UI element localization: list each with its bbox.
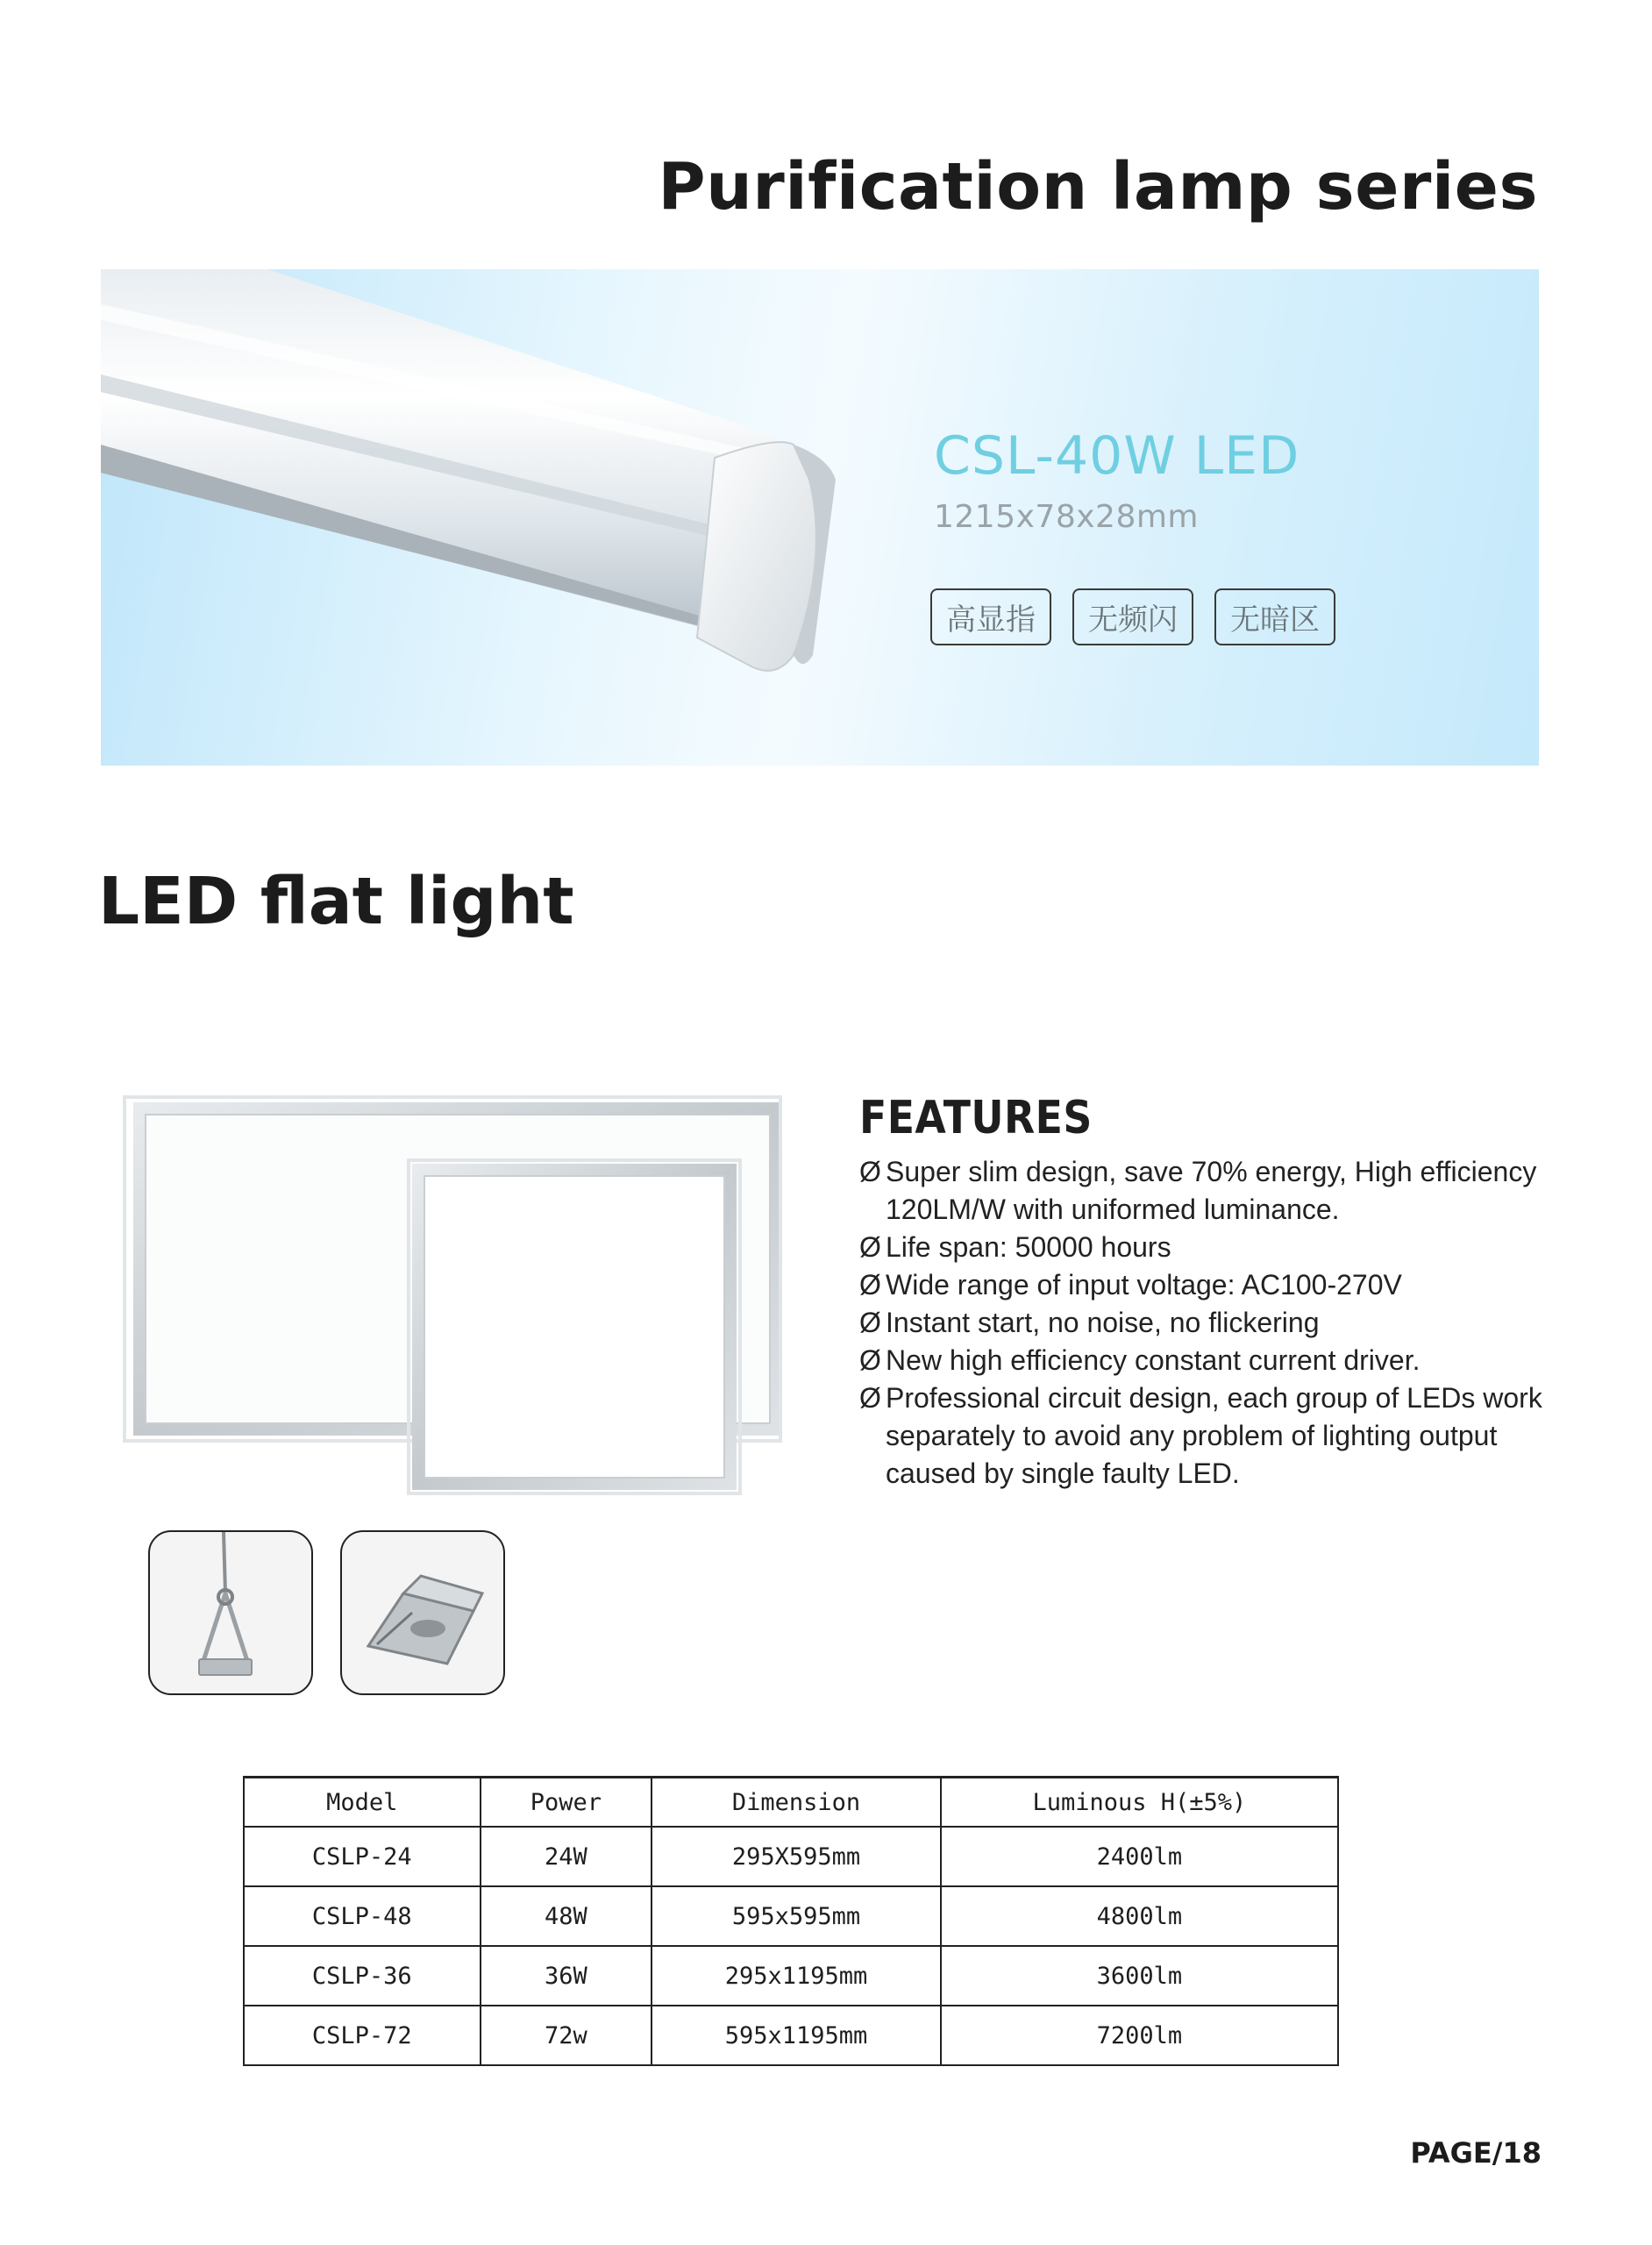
banner-dimensions: 1215x78x28mm (934, 499, 1199, 535)
flat-panel-image (123, 1092, 789, 1504)
header-luminous: Luminous H(±5%) (941, 1778, 1338, 1828)
cell-power: 24W (481, 1827, 652, 1886)
cell-dimension: 595x1195mm (652, 2006, 941, 2065)
cell-luminous: 3600lm (941, 1946, 1338, 2006)
section-title: LED flat light (98, 864, 574, 939)
cell-luminous: 4800lm (941, 1886, 1338, 1946)
cell-model: CSLP-24 (244, 1827, 481, 1886)
feature-tags (930, 588, 1335, 645)
feature-item: Ø Instant start, no noise, no flickering (859, 1304, 1543, 1342)
feature-item: Ø Professional circuit design, each group of LEDs work separately to avoid any problem of lighting output caused by single faulty LED. (859, 1379, 1543, 1493)
cell-dimension: 295x1195mm (652, 1946, 941, 2006)
table-row (244, 1827, 1338, 1886)
cell-luminous: 2400lm (941, 1827, 1338, 1886)
tag-high-cri: 高显指 (930, 588, 1051, 645)
cell-power: 48W (481, 1886, 652, 1946)
cell-dimension: 595x595mm (652, 1886, 941, 1946)
product-banner (101, 269, 1539, 766)
feature-item: Ø Wide range of input voltage: AC100-270V (859, 1266, 1543, 1304)
cell-model: CSLP-72 (244, 2006, 481, 2065)
cell-power: 36W (481, 1946, 652, 2006)
header-dimension: Dimension (652, 1778, 941, 1828)
tube-lamp-image (101, 269, 943, 766)
banner-model: CSL-40W LED (934, 425, 1300, 487)
table-header-row (244, 1778, 1338, 1828)
tag-no-flicker: 无频闪 (1072, 588, 1193, 645)
table-row (244, 2006, 1338, 2065)
features-block (859, 1092, 1543, 1493)
cell-model: CSLP-36 (244, 1946, 481, 2006)
features-heading: FEATURES (859, 1092, 1093, 1144)
feature-item: Ø Super slim design, save 70% energy, High efficiency 120LM/W with uniformed luminance. (859, 1153, 1543, 1229)
table-row (244, 1946, 1338, 2006)
cell-model: CSLP-48 (244, 1886, 481, 1946)
header-model: Model (244, 1778, 481, 1828)
table-row (244, 1886, 1338, 1946)
feature-item: Ø New high efficiency constant current driver. (859, 1342, 1543, 1379)
cell-power: 72w (481, 2006, 652, 2065)
cell-luminous: 7200lm (941, 2006, 1338, 2065)
header-power: Power (481, 1778, 652, 1828)
cell-dimension: 295X595mm (652, 1827, 941, 1886)
tag-no-dark-area: 无暗区 (1214, 588, 1335, 645)
feature-item: Ø Life span: 50000 hours (859, 1229, 1543, 1266)
features-list (859, 1153, 1543, 1493)
spring-clip-icon (342, 1532, 503, 1693)
hanging-wire-accessory (148, 1530, 313, 1695)
mounting-clip-accessory (340, 1530, 505, 1695)
hanging-kit-icon (150, 1532, 311, 1693)
spec-table (243, 1776, 1339, 2066)
page-number: PAGE/18 (1410, 2136, 1542, 2170)
page-title: Purification lamp series (658, 149, 1538, 224)
